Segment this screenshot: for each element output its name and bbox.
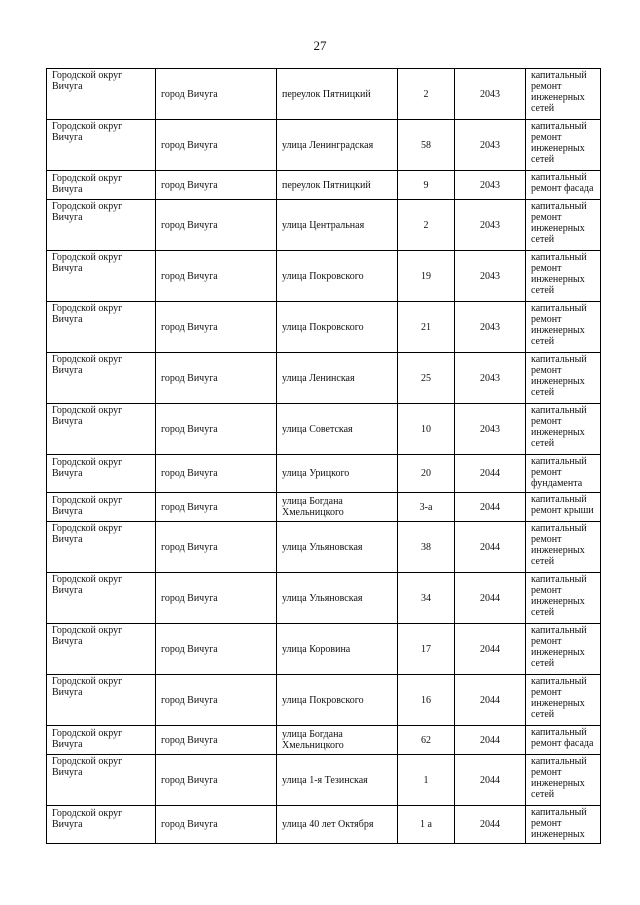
cell-year: 2044 xyxy=(455,522,526,573)
cell-okrug: Городской округ Вичуга xyxy=(47,675,156,726)
table-row xyxy=(47,806,601,844)
cell-house: 19 xyxy=(398,251,455,302)
cell-year: 2043 xyxy=(455,120,526,171)
cell-street: улица Ленинская xyxy=(277,353,398,404)
cell-okrug: Городской округ Вичуга xyxy=(47,522,156,573)
cell-house: 1 а xyxy=(398,806,455,844)
table-row xyxy=(47,353,601,404)
cell-year: 2043 xyxy=(455,171,526,200)
cell-city: город Вичуга xyxy=(156,755,277,806)
cell-city: город Вичуга xyxy=(156,455,277,493)
table-row xyxy=(47,171,601,200)
cell-city: город Вичуга xyxy=(156,302,277,353)
cell-okrug: Городской округ Вичуга xyxy=(47,726,156,755)
cell-street: переулок Пятницкий xyxy=(277,171,398,200)
cell-work: капитальный ремонт инженерных сетей xyxy=(526,573,601,624)
cell-street: улица Советская xyxy=(277,404,398,455)
cell-street: улица 40 лет Октября xyxy=(277,806,398,844)
cell-year: 2044 xyxy=(455,755,526,806)
cell-house: 21 xyxy=(398,302,455,353)
cell-okrug: Городской округ Вичуга xyxy=(47,69,156,120)
cell-work: капитальный ремонт инженерных сетей xyxy=(526,302,601,353)
table-row xyxy=(47,69,601,120)
cell-work: капитальный ремонт фасада xyxy=(526,171,601,200)
cell-street: улица 1-я Тезинская xyxy=(277,755,398,806)
table-row xyxy=(47,404,601,455)
cell-okrug: Городской округ Вичуга xyxy=(47,200,156,251)
cell-year: 2044 xyxy=(455,806,526,844)
cell-year: 2044 xyxy=(455,624,526,675)
cell-city: город Вичуга xyxy=(156,806,277,844)
cell-street: улица Ленинградская xyxy=(277,120,398,171)
cell-city: город Вичуга xyxy=(156,120,277,171)
cell-year: 2044 xyxy=(455,573,526,624)
table-row xyxy=(47,302,601,353)
cell-year: 2043 xyxy=(455,200,526,251)
cell-work: капитальный ремонт инженерных сетей xyxy=(526,404,601,455)
cell-year: 2044 xyxy=(455,455,526,493)
cell-okrug: Городской округ Вичуга xyxy=(47,171,156,200)
cell-house: 58 xyxy=(398,120,455,171)
cell-work: капитальный ремонт инженерных сетей xyxy=(526,353,601,404)
cell-work: капитальный ремонт инженерных сетей xyxy=(526,675,601,726)
cell-year: 2043 xyxy=(455,404,526,455)
cell-okrug: Городской округ Вичуга xyxy=(47,455,156,493)
cell-house: 25 xyxy=(398,353,455,404)
cell-work: капитальный ремонт фундамента xyxy=(526,455,601,493)
cell-house: 9 xyxy=(398,171,455,200)
cell-house: 38 xyxy=(398,522,455,573)
cell-house: 17 xyxy=(398,624,455,675)
cell-okrug: Городской округ Вичуга xyxy=(47,624,156,675)
cell-street: улица Покровского xyxy=(277,251,398,302)
cell-street: улица Богдана Хмельницкого xyxy=(277,726,398,755)
cell-city: город Вичуга xyxy=(156,675,277,726)
cell-street: улица Урицкого xyxy=(277,455,398,493)
table-row xyxy=(47,726,601,755)
cell-street: улица Богдана Хмельницкого xyxy=(277,493,398,522)
cell-okrug: Городской округ Вичуга xyxy=(47,120,156,171)
cell-house: 10 xyxy=(398,404,455,455)
cell-work: капитальный ремонт фасада xyxy=(526,726,601,755)
cell-okrug: Городской округ Вичуга xyxy=(47,404,156,455)
cell-house: 16 xyxy=(398,675,455,726)
cell-house: 62 xyxy=(398,726,455,755)
cell-year: 2044 xyxy=(455,493,526,522)
table-row xyxy=(47,755,601,806)
cell-okrug: Городской округ Вичуга xyxy=(47,302,156,353)
cell-house: 2 xyxy=(398,69,455,120)
cell-street: улица Ульяновская xyxy=(277,573,398,624)
cell-house: 1 xyxy=(398,755,455,806)
table-row xyxy=(47,251,601,302)
page-number: 27 xyxy=(313,38,327,53)
cell-year: 2044 xyxy=(455,726,526,755)
cell-work: капитальный ремонт инженерных сетей xyxy=(526,624,601,675)
housing-repair-table xyxy=(46,68,601,844)
cell-street: улица Коровина xyxy=(277,624,398,675)
cell-okrug: Городской округ Вичуга xyxy=(47,353,156,404)
cell-okrug: Городской округ Вичуга xyxy=(47,573,156,624)
cell-city: город Вичуга xyxy=(156,573,277,624)
cell-city: город Вичуга xyxy=(156,171,277,200)
cell-city: город Вичуга xyxy=(156,353,277,404)
cell-street: улица Покровского xyxy=(277,675,398,726)
cell-work: капитальный ремонт инженерных сетей xyxy=(526,522,601,573)
table-row xyxy=(47,200,601,251)
table-row xyxy=(47,573,601,624)
cell-work: капитальный ремонт инженерных сетей xyxy=(526,69,601,120)
cell-city: город Вичуга xyxy=(156,404,277,455)
cell-city: город Вичуга xyxy=(156,69,277,120)
cell-year: 2043 xyxy=(455,302,526,353)
cell-okrug: Городской округ Вичуга xyxy=(47,755,156,806)
cell-work: капитальный ремонт инженерных сетей xyxy=(526,755,601,806)
cell-house: 3-а xyxy=(398,493,455,522)
cell-street: улица Ульяновская xyxy=(277,522,398,573)
cell-work: капитальный ремонт инженерных xyxy=(526,806,601,844)
cell-work: капитальный ремонт инженерных сетей xyxy=(526,200,601,251)
cell-okrug: Городской округ Вичуга xyxy=(47,493,156,522)
cell-year: 2043 xyxy=(455,69,526,120)
cell-work: капитальный ремонт инженерных сетей xyxy=(526,251,601,302)
cell-work: капитальный ремонт инженерных сетей xyxy=(526,120,601,171)
table-row xyxy=(47,675,601,726)
cell-house: 2 xyxy=(398,200,455,251)
cell-city: город Вичуга xyxy=(156,493,277,522)
cell-house: 34 xyxy=(398,573,455,624)
cell-work: капитальный ремонт крыши xyxy=(526,493,601,522)
table-row xyxy=(47,522,601,573)
cell-year: 2043 xyxy=(455,353,526,404)
table-row xyxy=(47,455,601,493)
cell-year: 2043 xyxy=(455,251,526,302)
cell-house: 20 xyxy=(398,455,455,493)
cell-street: улица Покровского xyxy=(277,302,398,353)
cell-okrug: Городской округ Вичуга xyxy=(47,251,156,302)
cell-year: 2044 xyxy=(455,675,526,726)
table-row xyxy=(47,624,601,675)
table-body xyxy=(47,69,601,844)
cell-city: город Вичуга xyxy=(156,251,277,302)
cell-city: город Вичуга xyxy=(156,624,277,675)
cell-city: город Вичуга xyxy=(156,522,277,573)
cell-street: улица Центральная xyxy=(277,200,398,251)
cell-city: город Вичуга xyxy=(156,726,277,755)
cell-okrug: Городской округ Вичуга xyxy=(47,806,156,844)
table-row xyxy=(47,493,601,522)
cell-city: город Вичуга xyxy=(156,200,277,251)
table-row xyxy=(47,120,601,171)
cell-street: переулок Пятницкий xyxy=(277,69,398,120)
